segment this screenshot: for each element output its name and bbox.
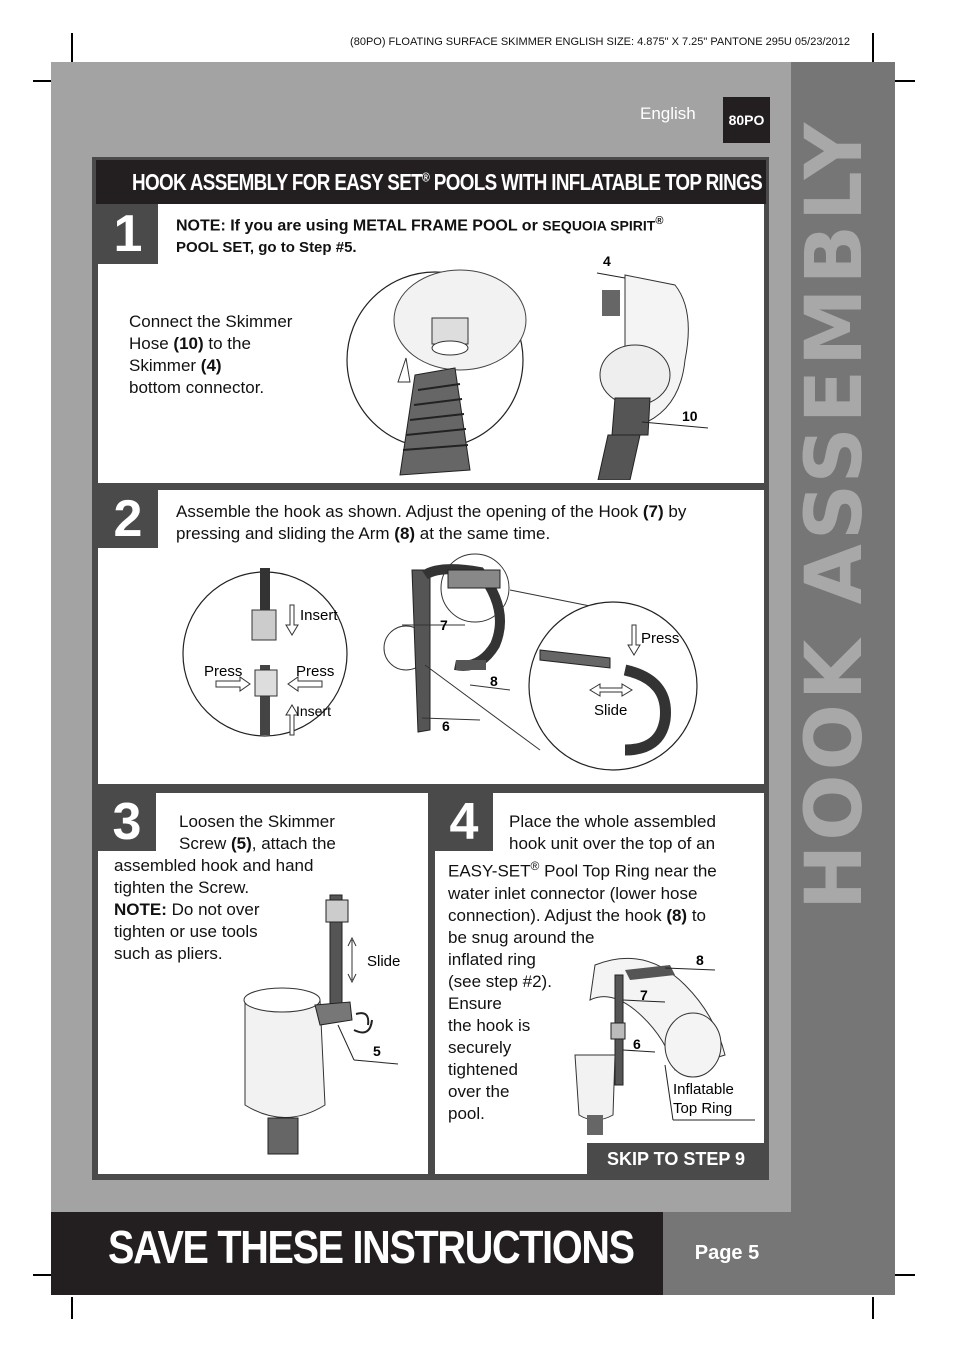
step4-text-top: Place the whole assembled hook unit over the top of an <box>509 812 716 853</box>
step3-text-top: Loosen the Skimmer Screw (5), attach the <box>179 812 336 853</box>
step1-number: 1 <box>98 204 158 264</box>
svg-text:8: 8 <box>490 673 498 689</box>
connector <box>432 318 468 344</box>
arrow-updown-icon <box>348 938 356 982</box>
step4-number: 4 <box>435 793 493 851</box>
crop-mark <box>895 80 915 82</box>
crop-mark <box>33 80 51 82</box>
svg-text:Slide: Slide <box>367 953 401 970</box>
step2-illustration <box>180 550 710 782</box>
step1-text: Connect the Skimmer Hose (10) to the Skimmer (4) bottom connector. <box>129 312 293 397</box>
step2-number: 2 <box>98 490 158 548</box>
skimmer-icon <box>245 1000 325 1118</box>
hook-part-6 <box>412 570 430 732</box>
step3-illustration <box>230 880 420 1170</box>
svg-text:5: 5 <box>373 1043 381 1059</box>
svg-text:7: 7 <box>640 987 648 1003</box>
crop-mark <box>71 33 73 62</box>
svg-text:Top Ring: Top Ring <box>673 1100 733 1117</box>
skip-to-step-9: SKIP TO STEP 9 <box>587 1143 765 1176</box>
svg-text:Insert: Insert <box>300 607 338 624</box>
svg-text:Press: Press <box>296 663 335 680</box>
svg-text:Slide: Slide <box>594 702 628 719</box>
language-label: English <box>640 104 696 123</box>
svg-text:8: 8 <box>696 952 704 968</box>
svg-text:10: 10 <box>682 408 698 424</box>
svg-text:4: 4 <box>603 253 611 269</box>
crop-mark <box>872 1297 874 1319</box>
skimmer-icon <box>575 1055 615 1120</box>
crop-mark <box>71 1297 73 1319</box>
zoom-circle-right <box>529 602 697 770</box>
crop-mark <box>895 1274 915 1276</box>
page-number: Page 5 <box>663 1212 791 1295</box>
connector <box>268 1118 298 1154</box>
step1-illustration <box>330 250 750 480</box>
crop-mark <box>33 1274 51 1276</box>
svg-text:Insert: Insert <box>296 703 332 719</box>
svg-text:Press: Press <box>641 630 680 647</box>
step1-note: NOTE: If you are using METAL FRAME POOL or SEQUOIA SPIRIT® POOL SET, go to Step #5. <box>176 215 664 257</box>
svg-text:Inflatable: Inflatable <box>673 1081 734 1098</box>
svg-text:6: 6 <box>633 1036 641 1052</box>
print-spec-line: (80PO) FLOATING SURFACE SKIMMER ENGLISH SIZE: 4.875" X 7.25" PANTONE 295U 05/23/2012 <box>350 36 850 48</box>
step2-text: Assemble the hook as shown. Adjust the opening of the Hook (7) by pressing and sliding the Arm (8) at the same time. <box>176 502 687 543</box>
model-badge: 80PO <box>723 97 770 143</box>
rotate-icon <box>354 1013 372 1032</box>
step4-illustration <box>565 945 765 1145</box>
step3-text: assembled hook and hand tighten the Screw. NOTE: Do not over tighten or use tools such as pliers. <box>114 856 314 963</box>
svg-text:6: 6 <box>442 718 450 734</box>
step4-text: EASY-SET® Pool Top Ring near the water inlet connector (lower hose connection). Adjust the hook (8) to be snug around the inflated ring (see step #2). Ensure the hook is securely tightened over the pool. <box>448 859 717 1123</box>
side-title: HOOK ASSEMBLY <box>790 118 880 910</box>
crop-mark <box>872 33 874 62</box>
svg-text:7: 7 <box>440 617 448 633</box>
step3-number: 3 <box>98 793 156 851</box>
save-instructions: SAVE THESE INSTRUCTIONS <box>108 1221 634 1273</box>
section-title: HOOK ASSEMBLY FOR EASY SET® POOLS WITH INFLATABLE TOP RINGS <box>96 160 766 204</box>
svg-text:Press: Press <box>204 663 243 680</box>
